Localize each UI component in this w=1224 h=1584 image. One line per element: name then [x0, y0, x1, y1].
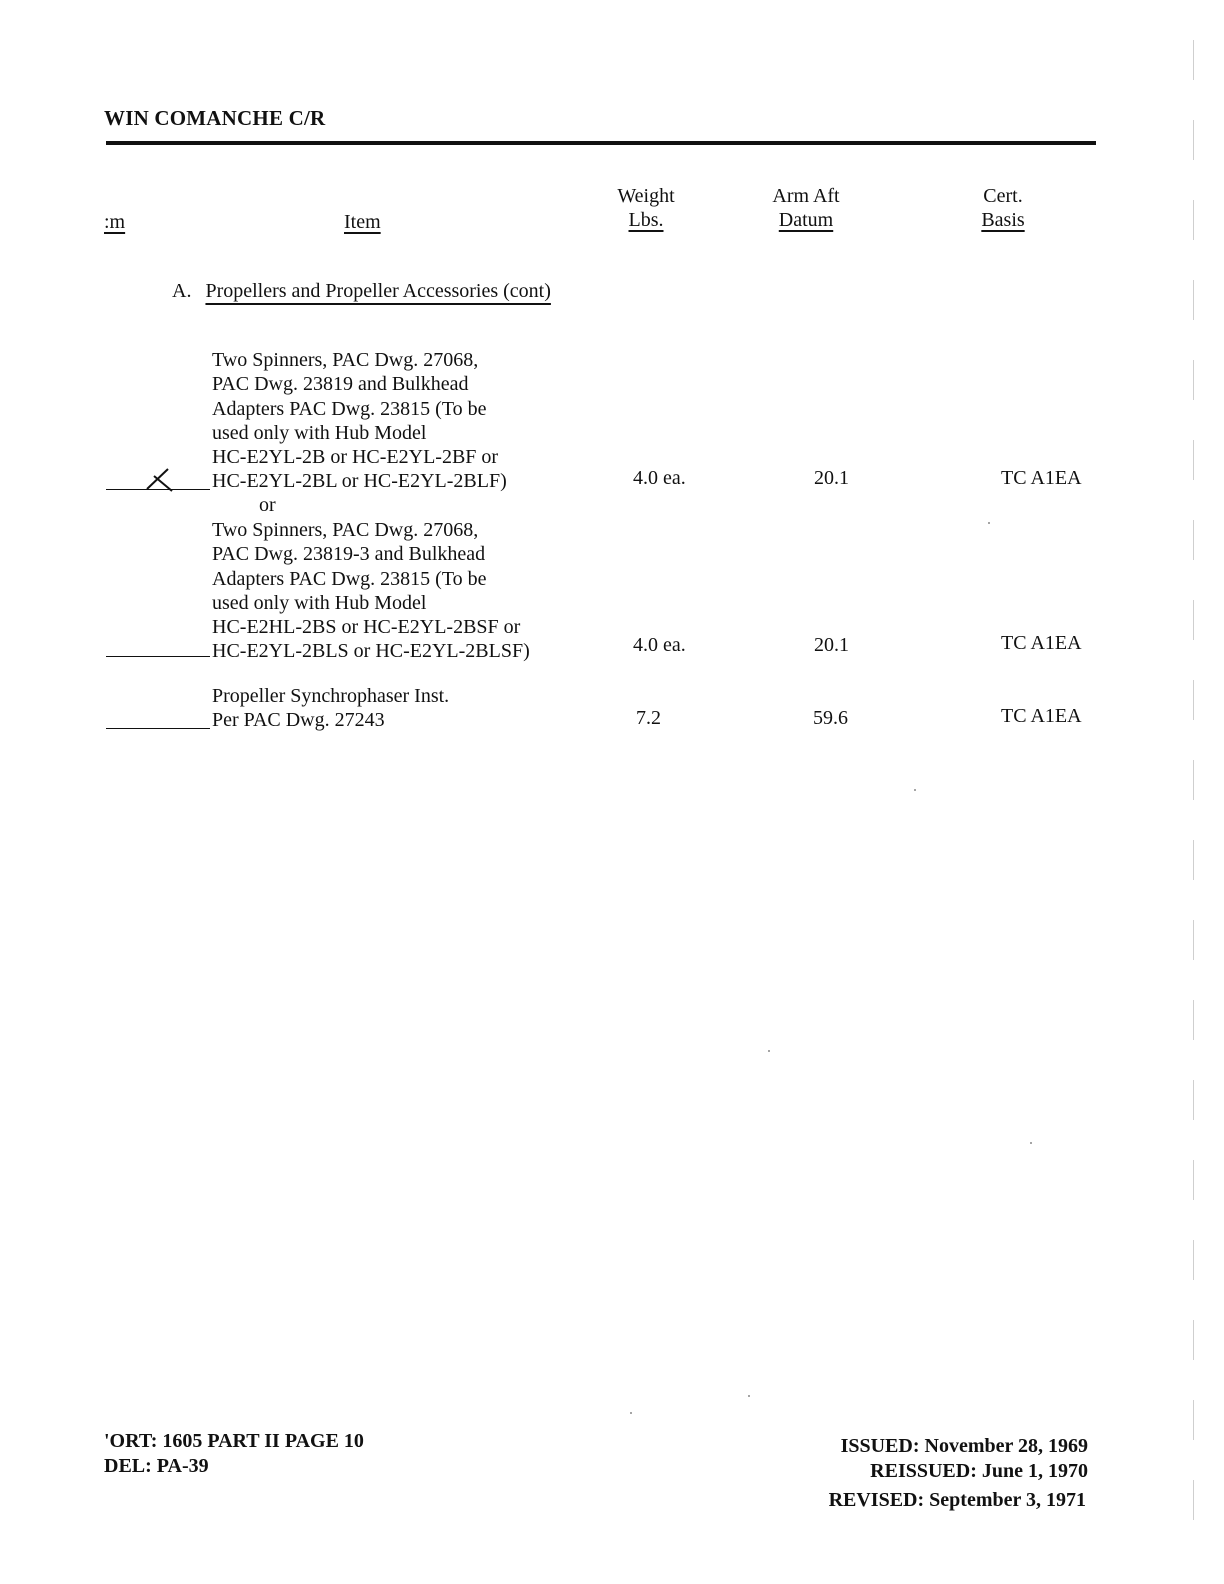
scan-edge-mark: [1193, 600, 1194, 640]
footer-issued: ISSUED: November 28, 1969: [840, 1435, 1088, 1457]
footer-model-line: DEL: PA-39: [104, 1455, 209, 1477]
column-heading-weight-line1: Weight: [617, 185, 675, 207]
entry-2-description: Two Spinners, PAC Dwg. 27068, PAC Dwg. 23819-3 and Bulkhead Adapters PAC Dwg. 23815 (To be used only with Hub Model HC-E2HL-2BS or HC-E2YL-2BSF or HC-E2YL-2BLS or HC-E2YL-2BLSF): [212, 519, 530, 663]
scan-edge-mark: [1193, 440, 1194, 480]
scan-edge-mark: [1193, 920, 1194, 960]
scan-edge-mark: [1193, 1160, 1194, 1200]
column-heading-weight: [606, 184, 686, 232]
column-heading-arm: [758, 184, 854, 232]
scan-edge-mark: [1193, 280, 1194, 320]
entry-2-arm: 20.1: [814, 634, 849, 656]
scan-speck: [630, 1412, 632, 1414]
entry-1-description: Two Spinners, PAC Dwg. 27068, PAC Dwg. 23819 and Bulkhead Adapters PAC Dwg. 23815 (To be used only with Hub Model HC-E2YL-2B or HC-E2YL-2BF or HC-E2YL-2BL or HC-E2YL-2BLF): [212, 349, 507, 493]
entry-3-leader-line: [106, 728, 210, 729]
scan-edge-mark: [1193, 760, 1194, 800]
scan-edge-mark: [1193, 680, 1194, 720]
footer-report-line: 'ORT: 1605 PART II PAGE 10: [104, 1430, 364, 1452]
scan-edge-mark: [1193, 360, 1194, 400]
entry-3-weight: 7.2: [636, 707, 661, 729]
scan-edge-mark: [1193, 1000, 1194, 1040]
check-mark-icon: [144, 467, 174, 493]
column-heading-cert-line1: Cert.: [983, 185, 1023, 207]
entry-2-cert: TC A1EA: [1001, 632, 1082, 654]
scan-speck: [1030, 1142, 1032, 1144]
scan-edge-mark: [1193, 120, 1194, 160]
scan-edge-mark: [1193, 1080, 1194, 1120]
header-rule: [106, 141, 1096, 145]
entry-1-cert: TC A1EA: [1001, 467, 1082, 489]
column-heading-item: Item: [344, 211, 381, 233]
scan-speck: [768, 1050, 770, 1052]
scan-speck: [988, 522, 990, 524]
column-heading-arm-line1: Arm Aft: [772, 185, 840, 207]
or-separator: or: [259, 494, 276, 516]
scan-edge-mark: [1193, 40, 1194, 80]
entry-3-description: Propeller Synchrophaser Inst. Per PAC Dwg. 27243: [212, 685, 450, 732]
column-heading-arm-line2: Datum: [778, 209, 834, 231]
section-letter: A.: [172, 280, 192, 302]
column-heading-weight-line2: Lbs.: [628, 209, 664, 231]
scan-edge-mark: [1193, 1400, 1194, 1440]
scan-speck: [914, 789, 916, 791]
document-header-title: WIN COMANCHE C/R: [104, 106, 326, 130]
section-title: Propellers and Propeller Accessories (cont): [205, 280, 551, 302]
entry-1-arm: 20.1: [814, 467, 849, 489]
scan-edge-mark: [1193, 200, 1194, 240]
footer-report-info: [104, 1429, 364, 1479]
column-heading-cert-line2: Basis: [981, 209, 1025, 231]
entry-3-arm: 59.6: [813, 707, 848, 729]
scan-edge-mark: [1193, 840, 1194, 880]
section-heading: [172, 280, 551, 303]
scan-speck: [748, 1395, 750, 1397]
scan-edge-mark: [1193, 520, 1194, 560]
entry-2-leader-line: [106, 656, 210, 657]
column-heading-cert: [970, 184, 1036, 232]
footer-revised: REVISED: September 3, 1971: [828, 1489, 1086, 1511]
footer-reissued: REISSUED: June 1, 1970: [870, 1460, 1088, 1482]
entry-2-weight: 4.0 ea.: [633, 634, 686, 656]
entry-1-weight: 4.0 ea.: [633, 467, 686, 489]
scan-edge-mark: [1193, 1320, 1194, 1360]
entry-3-cert: TC A1EA: [1001, 705, 1082, 727]
scan-edge-mark: [1193, 1240, 1194, 1280]
column-heading-item-number: :m: [104, 211, 126, 233]
scan-edge-mark: [1193, 1480, 1194, 1520]
